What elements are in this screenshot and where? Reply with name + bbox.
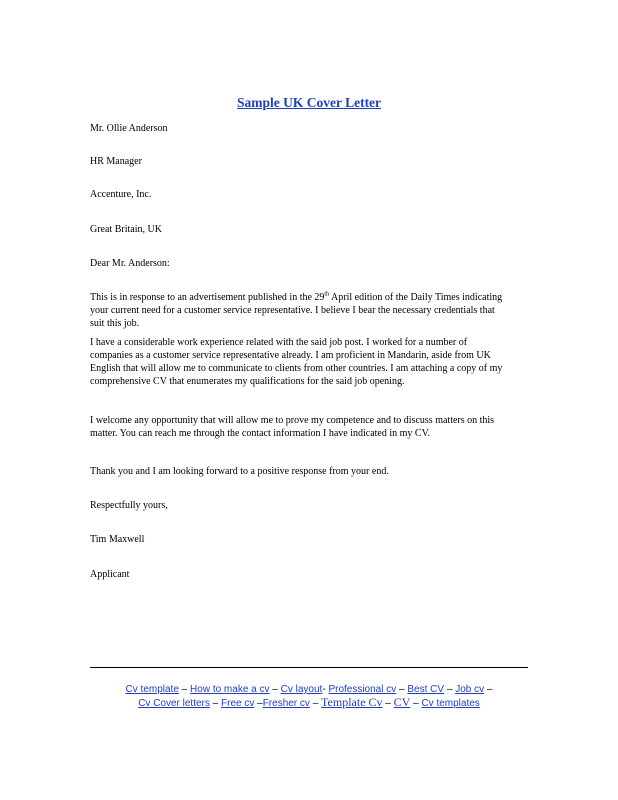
salutation: Dear Mr. Anderson: [90, 258, 170, 269]
location: Great Britain, UK [90, 224, 162, 235]
paragraph-intro-line-2: your current need for a customer service representative. I believe I bear the necessary credentials that [90, 305, 495, 316]
paragraph-experience-line-4: comprehensive CV that enumerates my qualifications for the said job opening. [90, 376, 405, 387]
separator: - [322, 684, 329, 695]
paragraph-intro [90, 291, 530, 330]
link-template-cv[interactable]: Template Cv [321, 695, 383, 709]
separator: – [209, 698, 221, 709]
paragraph-intro-line-3: suit this job. [90, 318, 140, 329]
paragraph-experience-line-2: companies as a customer service representative already. I am proficient in Mandarin, aside from UK [90, 350, 491, 361]
link-cv-templates[interactable]: Cv templates [421, 698, 480, 709]
footer-divider [90, 667, 528, 668]
closing: Respectfully yours, [90, 500, 168, 511]
separator: – [269, 684, 281, 695]
link-professional-cv[interactable]: Professional cv [328, 684, 397, 695]
paragraph-experience-line-3: English that will allow me to communicate to clients from other countries. I am attaching a copy of my [90, 363, 503, 374]
recipient-title: HR Manager [90, 156, 142, 167]
separator: – [410, 698, 422, 709]
separator: – [254, 698, 263, 709]
footer-links-row-1 [0, 683, 618, 696]
link-free-cv[interactable]: Free cv [221, 698, 255, 709]
separator: – [444, 684, 456, 695]
signature-name: Tim Maxwell [90, 534, 145, 545]
link-cv[interactable]: CV [393, 695, 411, 709]
separator: – [309, 698, 322, 709]
paragraph-opportunity-line-2: matter. You can reach me through the contact information I have indicated in my CV. [90, 428, 431, 439]
paragraph-thanks: Thank you and I am looking forward to a positive response from your end. [90, 466, 389, 477]
paragraph-opportunity-line-1: I welcome any opportunity that will allow me to prove my competence and to discuss matters on this [90, 415, 495, 426]
paragraph-experience-line-1: I have a considerable work experience related with the said job post. I worked for a number of [90, 337, 468, 348]
link-fresher-cv[interactable]: Fresher cv [262, 698, 310, 709]
letter-title: Sample UK Cover Letter [236, 95, 382, 110]
link-job-cv[interactable]: Job cv [455, 684, 485, 695]
recipient-name: Mr. Ollie Anderson [90, 123, 168, 134]
link-cv-cover-letters[interactable]: Cv Cover letters [138, 698, 210, 709]
paragraph-opportunity [90, 414, 530, 440]
separator: – [178, 684, 191, 695]
link-how-to-make-a-cv[interactable]: How to make a cv [190, 684, 270, 695]
separator: – [484, 684, 493, 695]
separator: – [382, 698, 394, 709]
company-name: Accenture, Inc. [90, 189, 152, 200]
link-best-cv[interactable]: Best CV [407, 684, 445, 695]
applicant-role: Applicant [90, 569, 130, 580]
paragraph-experience [90, 336, 530, 388]
separator: – [396, 684, 408, 695]
link-cv-layout[interactable]: Cv layout [280, 684, 323, 695]
paragraph-intro-line-1: This is in response to an advertisement published in the 29th April edition of the Daily Times indicating [90, 291, 503, 303]
footer-links-row-2 [0, 696, 618, 710]
ordinal-suffix: th [324, 291, 330, 298]
link-cv-template[interactable]: Cv template [125, 684, 179, 695]
